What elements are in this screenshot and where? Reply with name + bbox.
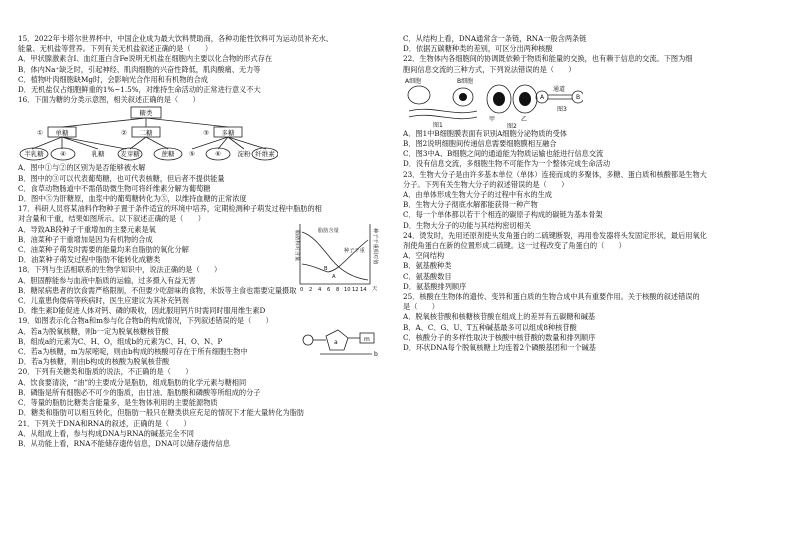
diagram-leaf: ④ [60,150,66,159]
label-a: A [540,93,545,101]
blood-vessel-icon [409,109,477,118]
q23-option: A．由单体形成生物大分子的过程中有水的生成 [403,190,552,200]
diagram-leaf: 麦芽糖 [120,150,140,159]
q17-option: D．油菜种子萌发过程中脂肪不能转化成糖类 [18,255,161,265]
question-22 [403,54,781,169]
q23-option: D．生物大分子的功能与其结构密切相关 [403,220,531,230]
q23-option: B．生物大分子彻底水解都能获得一种产物 [403,200,538,210]
x-tick: 10 [344,287,351,294]
diagram-leaf: 淀粉 [237,150,251,159]
cell-communication-figure [403,75,583,129]
q23-option: C．每一个单体都以若干个相连的碳原子构成的碳链为基本骨架 [403,210,603,220]
q24-option: C．氨基酸数目 [403,271,452,281]
q20-line: 20．下列有关糖类和脂质的说法，不正确的是（ ） [18,367,193,377]
q21-option: D．依据五碳糖种类的差别，可区分出两种核酸 [403,44,553,54]
question-15 [18,34,398,95]
q22-line: 胞间信息交流的三种方式，下列说法错误的是（ ） [403,64,576,74]
label-cell-a: A细胞 [405,77,422,85]
label-jia: 甲 [489,115,496,123]
weight-curve [302,240,368,272]
diagram-node-3-num: ③ [203,129,209,138]
q22-option: B．图2说明细胞间传递信息需要细胞膜相互融合 [403,139,557,149]
question-20 [18,367,398,418]
question-25 [403,292,781,353]
diagram-leaf: 蔗糖 [161,150,175,159]
q16-stem: 16．下面为糖的分类示意图，相关叙述正确的是（ ） [18,95,200,105]
q22-option: C．图3中A、B细胞之间的通道能为物质运输也能进行信息交流 [403,149,604,159]
left-column [18,34,398,449]
label-cell-b: B细胞 [457,77,474,85]
q24-option: A．空间结构 [403,251,445,261]
y-axis-left-label: 脂肪相对含量 [294,230,300,262]
q25-option: C．核酸分子的多样性取决于核酸中核苷酸的数量和排列顺序 [403,332,596,342]
x-tick: 2 [309,287,313,294]
point-a-label: A [332,274,336,281]
q15-option: D．无机盐仅占细胞鲜重的1%~1.5%，对维持生命活动的正常进行意义不大 [18,85,261,95]
y-axis-right-label: 种子干重相对值 [372,228,378,265]
label-yi: 乙 [521,115,528,123]
q24-option: B．氨基酸种类 [403,261,452,271]
fat-curve [302,232,368,280]
q25-option: A．脱氧核苷酸和核糖核苷酸在组成上的差异有五碳糖和碱基 [403,312,596,322]
q18-option: A．胆固醇能参与血液中脂质的运输，过多摄入有益无害 [18,275,196,285]
legend-weight: 种子干重 [344,248,365,255]
label-channel: 通道 [553,85,566,93]
q20-option: C．等量的脂肪比糖类含能量多，是生物体利用的主要能源物质 [18,398,218,408]
x-tick: 14 [360,287,367,294]
q15-line: 15．2022年卡塔尔世界杯中，中国企业成为最大饮料赞助商，各种功能性饮料可为运动员补充水、 [18,34,333,43]
q24-line: 剂使角蛋白在新的位置形成二硫键。这一过程改变了角蛋白的（ ） [403,241,626,251]
point-b-label: B [324,266,328,273]
q15-option: B．体内Na⁺缺乏时，引起神经、肌肉细胞的兴奋性降低，肌肉酸痛、无力等 [18,64,261,74]
question-16 [18,95,398,204]
nucleus-icon [459,93,467,101]
fig2-caption: 图2 [507,122,517,129]
x-tick: 0 [300,287,304,294]
fig1-caption: 图1 [433,121,443,129]
q17-line: 17．科研人员将某油料作物种子置于条件适宜的环境中培养，定期检测种子萌发过程中脂肪的相 [18,204,322,214]
question-19 [18,316,398,367]
nucleotide-figure [300,324,380,358]
diagram-leaf: ⑤ [189,150,195,159]
question-21 [18,419,398,450]
q23-line: 分子。下列有关生物大分子的叙述错误的是（ ） [403,179,569,189]
q16-option: C．食草动物肠道中不需借助微生物可将纤维素分解为葡萄糖 [18,183,211,193]
q20-option: D．糖类和脂肪可以相互转化，但脂肪一般只在糖类供应充足的情况下才能大量转化为脂肪 [18,408,305,418]
diagram-node-1: 单糖 [55,129,69,138]
diagram-node-2-num: ② [121,129,127,138]
diagram-leaf: 纤维素 [255,150,275,159]
q25-line: 25．核酸在生物体的遗传、变异和蛋白质的生物合成中具有重要作用。关于核酸的叙述错误的 [403,292,700,302]
q24-option: D．氨基酸排列顺序 [403,281,467,291]
q25-option: B．A、C、G、U、T五种碱基最多可以组成8种核苷酸 [403,322,577,332]
label-b: b [374,351,378,359]
q25-option: D．环状DNA每个脱氧核糖上均连着2个磷酸基团和一个碱基 [403,343,596,353]
seed-germination-chart [288,220,380,298]
x-tick: 6 [327,287,331,294]
q18-line: 18．下列与生活相联系的生物学知识中，说法正确的是（ ） [18,265,222,275]
q21-option: B．从功能上看，RNA不能储存遗传信息，DNA可以储存遗传信息 [18,438,230,448]
q19-option: A．若a为脱氧核糖，则b一定为脱氧核糖核苷酸 [18,326,169,336]
channel-icon [548,95,572,99]
q19-option: C．若a为核糖，m为尿嘧啶，则由b构成的核酸可存在于所有细胞生物中 [18,347,248,357]
diagram-node-2: 二糖 [139,129,153,138]
q17-option: B．油菜种子干重增加是因为有机物的合成 [18,234,153,244]
x-axis-label: 天 [372,286,378,293]
q16-option: D．图中⑤为肝糖原，血浆中的葡萄糖转化为⑤，以维持血糖的正常浓度 [18,194,247,204]
question-21-continued [403,34,781,54]
label-b: B [576,93,581,101]
diagram-leaf: 乳糖 [91,150,105,159]
fig3-caption: 图3 [557,105,567,113]
label-m: m [364,336,370,344]
q15-option: A．甲状腺激素含I、血红蛋白含Fe说明无机盐在细胞内主要以化合物的形式存在 [18,54,273,64]
q21-option: A．从组成上看，参与构成DNA与RNA的碱基完全不同 [18,428,194,438]
x-tick: 4 [318,287,322,294]
q24-line: 24．烫发时，先用还原剂使头发角蛋白的二硫键断裂，再用卷发器将头发固定形状，最后用氧化 [403,230,707,240]
q19-line: 19．如图表示化合物a和m参与化合物b的构成情况，下列叙述错误的是（ ） [18,316,273,326]
question-23 [403,170,781,231]
diagram-root: 糖类 [139,109,153,118]
q19-option: B．组成a的元素为C、H、O，组成b的元素为C、H、O、N、P [18,336,223,346]
q18-option: D．维生素D能促进人体对钙、磷的吸收，因此服用钙片时需同时服用维生素D [18,306,266,316]
diagram-leaf: ⑥ [215,150,221,159]
nucleus-icon [519,92,531,106]
q18-option: C．儿童患佝偻病等疾病时，医生应建议为其补充钙剂 [18,296,189,306]
q23-line: 23．生物大分子是由许多基本单位（单体）连接而成的多聚体，多糖、蛋白质和核酸都是生物大 [403,169,707,179]
x-tick: 8 [336,287,340,294]
right-column [403,34,781,353]
q22-option: D．没有信息交流，多细胞生物不可能作为一个整体完成生命活动 [403,159,611,169]
q22-option: A．图1中B细胞膜表面有识别A细胞分泌物质的受体 [403,128,567,138]
question-24 [403,231,781,292]
sugar-classification-diagram [18,105,278,163]
q17-option: A．导致AB段种子干重增加的主要元素是氧 [18,224,156,234]
x-tick: 12 [352,287,359,294]
q18-option: B．糖尿病患者的饮食需严格限制，不但要少吃甜味的食物，米饭等主食也需要定量摄取 [18,285,297,295]
diagram-leaf: 半乳糖 [24,150,44,159]
diagram-node-1-num: ① [37,129,43,138]
q17-line: 对含量和干重，结果如图所示。以下叙述正确的是（ ） [18,214,205,224]
nucleus-icon [493,92,505,106]
q16-option: B．图中的③可以代表葡萄糖，也可代表核糖，但后者不提供能量 [18,173,225,183]
legend-fat: 脂肪含量 [318,228,339,235]
diagram-node-3: 多糖 [221,129,235,138]
q16-option: A．图中①与②的区别为是否能够被水解 [18,163,146,173]
q21-option: C．从结构上看，DNA通常含一条链，RNA一般含两条链 [403,34,587,43]
q19-option: D．若a为核糖，则由b构成的核酸为脱氧核苷酸 [18,357,170,367]
q25-line: 是（ ） [403,302,439,312]
cell-a-icon [408,86,430,104]
q15-option: C．植物叶肉细胞缺Mg时，会影响光合作用和有机物的合成 [18,74,208,84]
q22-line: 22．生物体内各细胞间的协调既依赖于物质和能量的交换，也有赖于信息的交流。下图为细 [403,54,693,64]
label-a: a [334,339,338,347]
q21-line: 21．下列关于DNA和RNA的叙述，正确的是（ ） [18,418,191,428]
q17-option: C．油菜种子萌发时需要的能量均来自脂肪的氧化分解 [18,245,189,255]
q20-option: B．磷脂是所有细胞必不可少的脂质，由甘油、脂肪酸和磷酸等所组成的分子 [18,387,261,397]
phosphate-icon [303,335,313,345]
q15-line: 能量、无机盐等营养。下列有关无机盐叙述正确的是（ ） [18,44,213,54]
q20-option: A．饮食要清淡，“油”的主要成分是脂肪，组成脂肪的化学元素与糖相同 [18,377,247,387]
